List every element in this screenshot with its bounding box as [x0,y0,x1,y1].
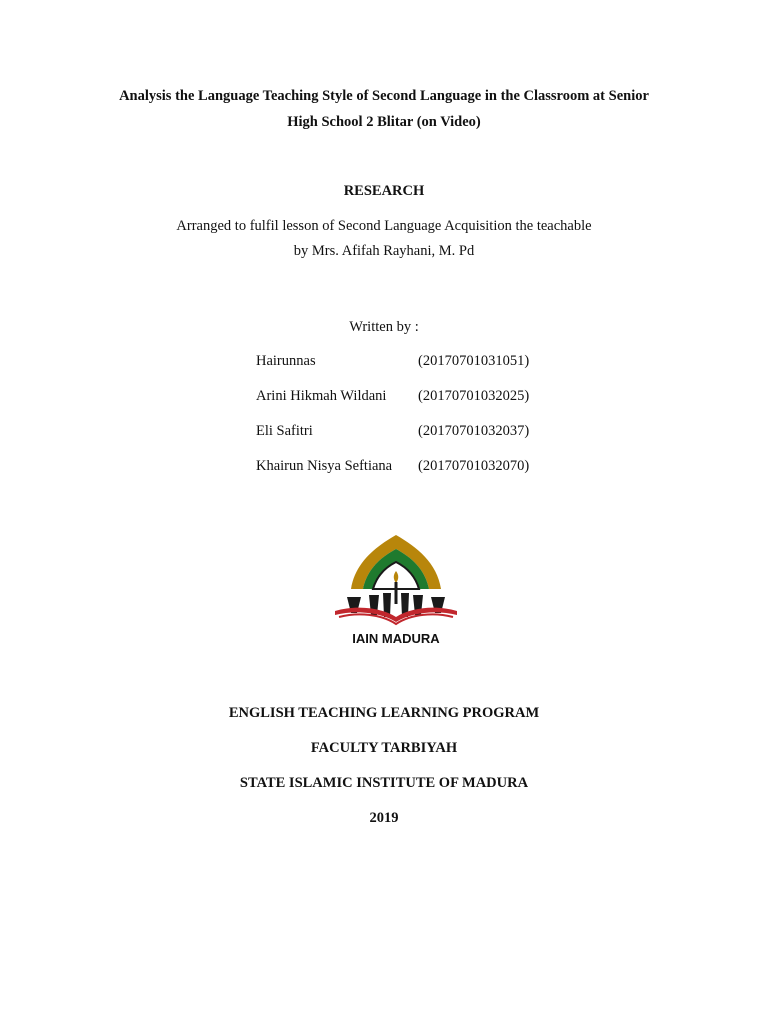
author-name: Arini Hikmah Wildani [256,388,387,404]
iain-madura-logo [325,527,467,652]
author-id: (20170701032025) [418,388,530,404]
faculty-heading: FACULTY TARBIYAH [310,740,458,756]
iain-madura-emblem [325,527,467,652]
author-id: (20170701032070) [418,458,530,474]
author-row [256,458,616,478]
author-name: Khairun Nisya Seftiana [256,458,393,474]
institute-heading: STATE ISLAMIC INSTITUTE OF MADURA [239,775,529,791]
author-row [256,388,616,408]
logo-text: IAIN MADURA [352,631,440,646]
year-heading: 2019 [369,810,399,826]
research-heading: RESEARCH [343,183,425,199]
logo-pen-shaft [395,582,398,604]
author-row [256,353,616,373]
author-id: (20170701032037) [418,423,530,439]
arranged-line-1: Arranged to fulfil lesson of Second Language Acquisition the teachable [176,218,592,234]
author-name: Eli Safitri [256,423,313,439]
author-id: (20170701031051) [418,353,530,369]
document-title-line-1: Analysis the Language Teaching Style of Second Language in the Classroom at Senior [119,88,649,104]
author-row [256,423,616,443]
author-name: Hairunnas [256,353,316,369]
program-heading: ENGLISH TEACHING LEARNING PROGRAM [228,705,540,721]
written-by-label: Written by : [349,319,419,335]
arranged-line-2: by Mrs. Afifah Rayhani, M. Pd [293,243,475,259]
document-title-line-2: High School 2 Blitar (on Video) [287,114,481,130]
